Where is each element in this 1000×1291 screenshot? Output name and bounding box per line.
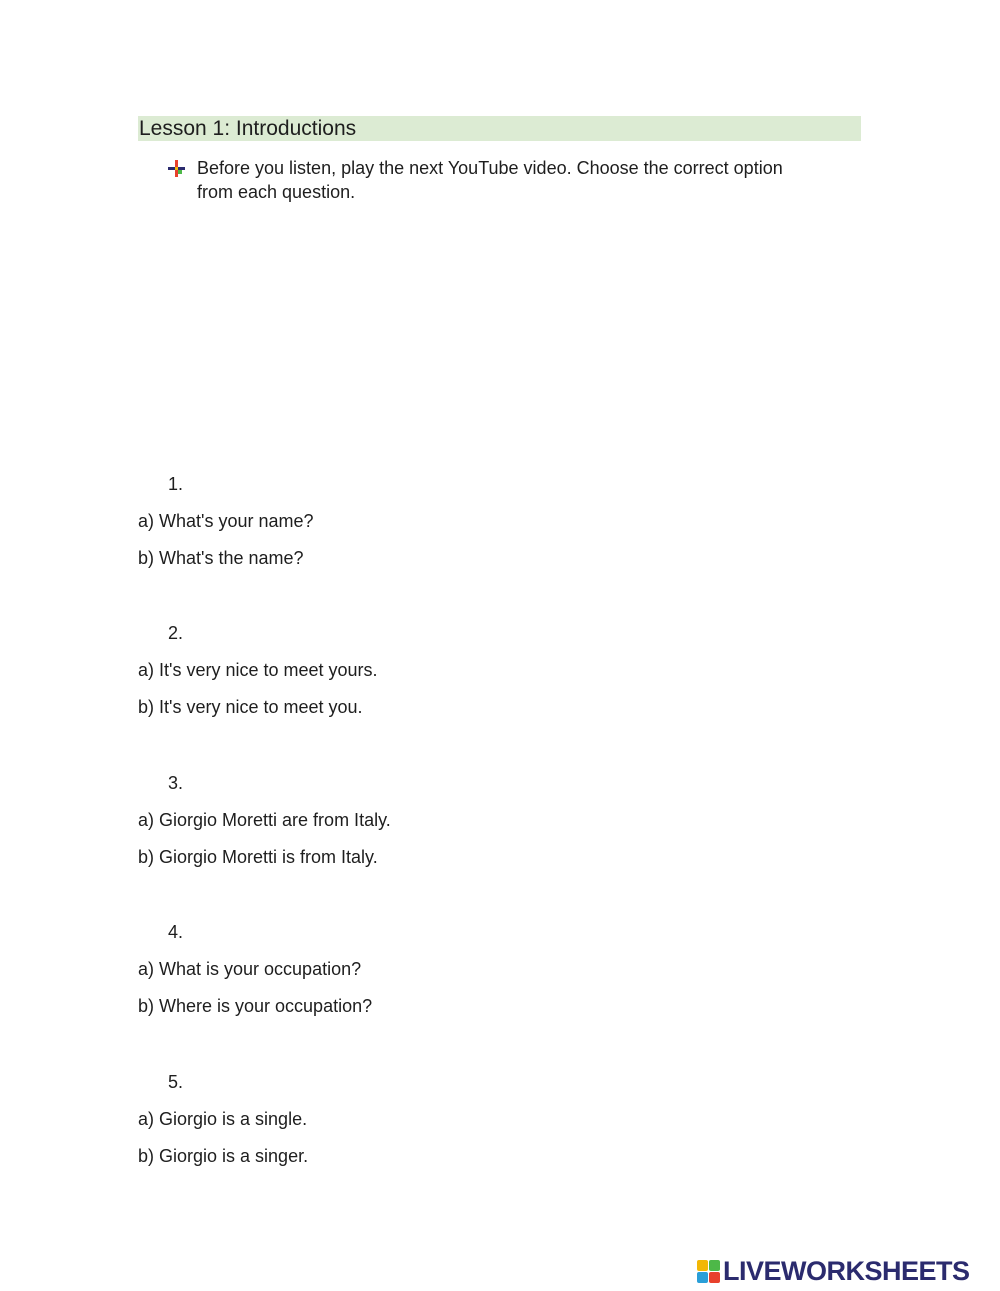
liveworksheets-logo (697, 1258, 970, 1284)
option-b[interactable]: b) What's the name? (138, 548, 304, 568)
instruction-text: Before you listen, play the next YouTube video. Choose the correct option from each question. (197, 158, 783, 202)
plus-arrow-bullet-icon (168, 160, 185, 177)
question-number: 2. (168, 623, 184, 643)
liveworksheets-logo-icon (697, 1260, 720, 1283)
option-a[interactable]: a) What's your name? (138, 511, 314, 531)
option-b[interactable]: b) Where is your occupation? (138, 996, 373, 1016)
lesson-title: Lesson 1: Introductions (139, 117, 357, 140)
option-a[interactable]: a) It's very nice to meet yours. (138, 660, 378, 680)
option-a[interactable]: a) Giorgio Moretti are from Italy. (138, 810, 391, 830)
option-b[interactable]: b) Giorgio is a singer. (138, 1146, 309, 1166)
lesson-title-bar (138, 116, 861, 141)
question-number: 4. (168, 922, 184, 942)
option-b[interactable]: b) Giorgio Moretti is from Italy. (138, 847, 378, 867)
option-b[interactable]: b) It's very nice to meet you. (138, 697, 363, 717)
option-a[interactable]: a) What is your occupation? (138, 959, 362, 979)
option-a[interactable]: a) Giorgio is a single. (138, 1109, 308, 1129)
question-number: 5. (168, 1072, 184, 1092)
question-number: 3. (168, 773, 184, 793)
question-number: 1. (168, 474, 184, 494)
brand-name: LIVEWORKSHEETS (723, 1256, 970, 1286)
